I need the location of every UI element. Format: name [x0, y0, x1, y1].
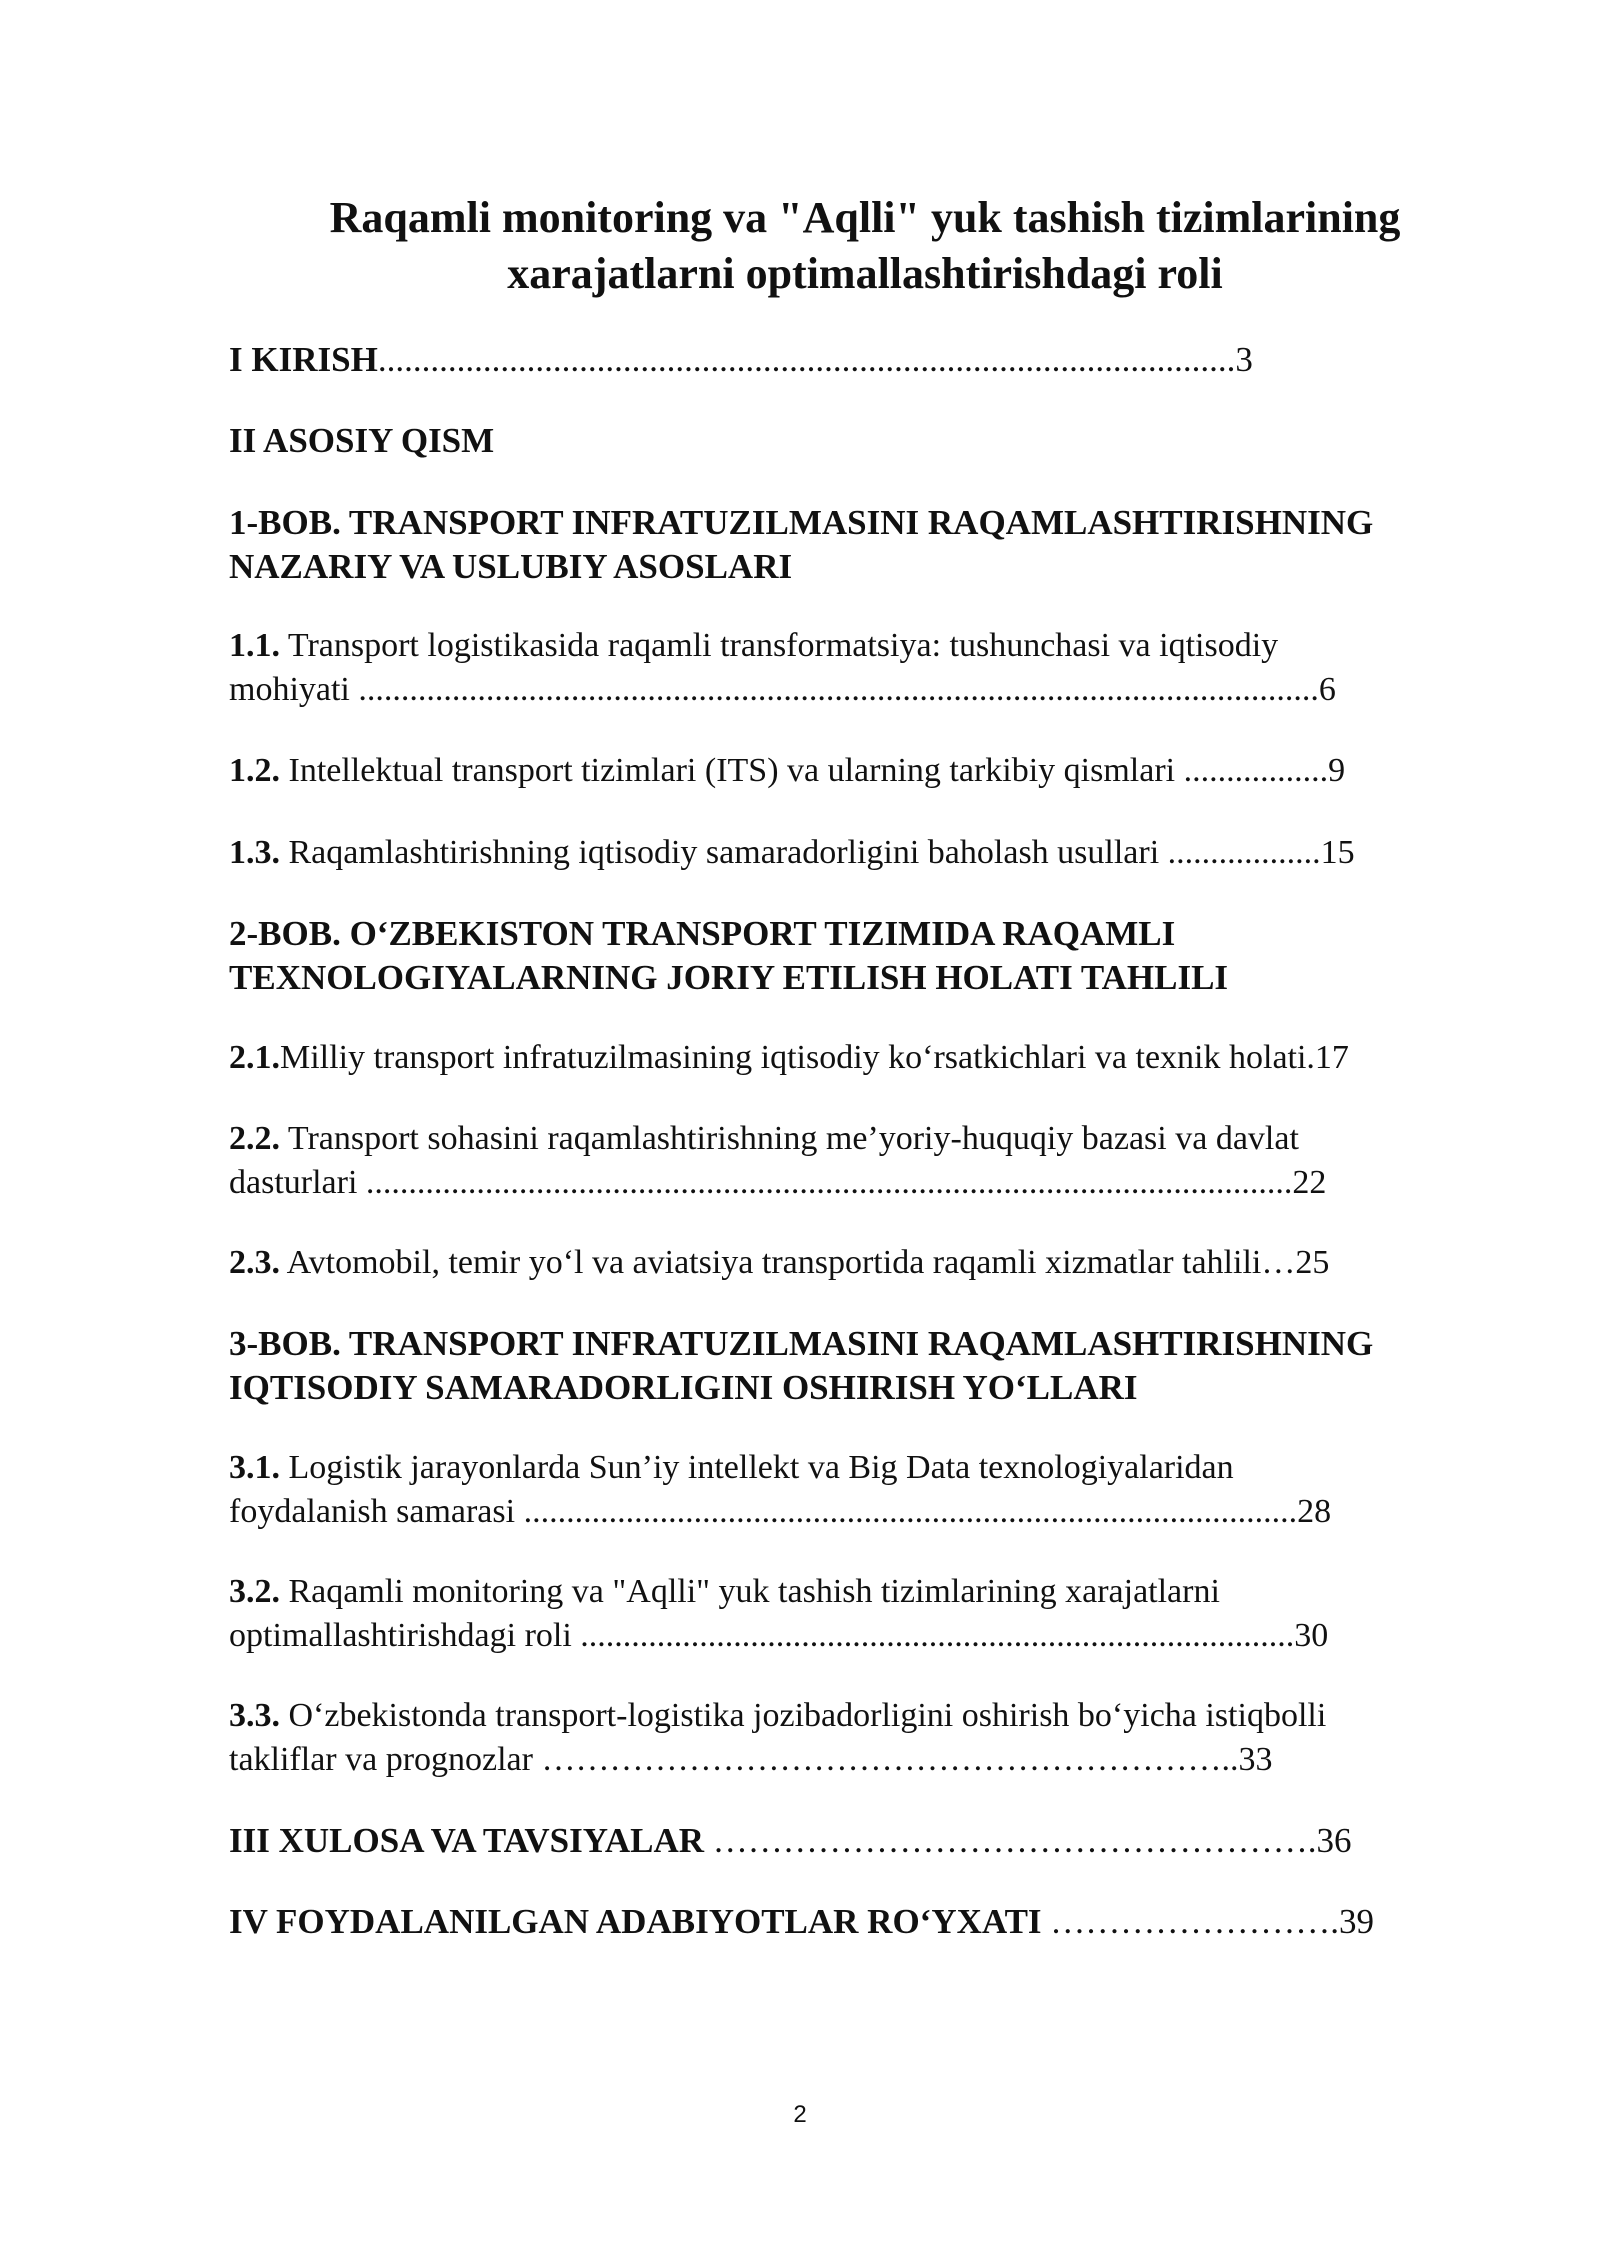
toc-2-1-number: 2.1.: [229, 1039, 280, 1076]
toc-entry-1-3[interactable]: [229, 831, 1481, 875]
toc-references-leader: …………………….39: [1041, 1902, 1375, 1941]
toc-entry-1-1[interactable]: [229, 624, 1481, 712]
toc-conclusion-label: III XULOSA VA TAVSIYALAR: [229, 1821, 704, 1860]
toc-entry-conclusion[interactable]: [229, 1819, 1481, 1863]
toc-2-2-title-cont: dasturlari .............................................................................................................22: [229, 1164, 1327, 1201]
toc-entry-intro[interactable]: [229, 338, 1481, 382]
toc-entry-chapter-3[interactable]: [229, 1322, 1481, 1410]
toc-conclusion-leader: …………………………………………….36: [704, 1821, 1352, 1860]
toc-chapter-2-line-1: 2-BOB. O‘ZBEKISTON TRANSPORT TIZIMIDA RAQAMLI: [229, 914, 1176, 953]
toc-3-1-title-cont: foydalanish samarasi ...........................................................................................28: [229, 1493, 1332, 1530]
toc-entry-2-3[interactable]: [229, 1241, 1481, 1285]
toc-intro-leader: ..................................................................................................3: [377, 340, 1253, 379]
toc-chapter-1-line-1: 1-BOB. TRANSPORT INFRATUZILMASINI RAQAMLASHTIRISHNING: [229, 503, 1374, 542]
toc-entry-2-2[interactable]: [229, 1117, 1481, 1205]
toc-2-3-title: Avtomobil, temir yo‘l va aviatsiya transportida raqamli xizmatlar tahlili…25: [280, 1244, 1330, 1281]
toc-entry-3-2[interactable]: [229, 1570, 1481, 1658]
toc-entry-chapter-2[interactable]: [229, 912, 1481, 1000]
toc-3-1-number: 3.1.: [229, 1449, 280, 1486]
toc-entry-3-3[interactable]: [229, 1694, 1481, 1782]
toc-3-3-title-cont: takliflar va prognozlar ……………………………………………………..33: [229, 1741, 1273, 1778]
toc-entry-2-1[interactable]: [229, 1036, 1481, 1080]
toc-references-label: IV FOYDALANILGAN ADABIYOTLAR RO‘YXATI: [229, 1902, 1042, 1941]
page-number: 2: [793, 2101, 807, 2128]
toc-chapter-3-line-2: IQTISODIY SAMARADORLIGINI OSHIRISH YO‘LLARI: [229, 1368, 1138, 1407]
toc-3-3-title: O‘zbekistonda transport-logistika jozibadorligini oshirish bo‘yicha istiqbolli: [280, 1697, 1327, 1734]
document-title-line-1: Raqamli monitoring va "Aqlli" yuk tashish tizimlarining: [329, 193, 1401, 242]
toc-entry-chapter-1[interactable]: [229, 501, 1481, 589]
toc-3-2-title-cont: optimallashtirishdagi roli ....................................................................................30: [229, 1617, 1329, 1654]
toc-2-2-number: 2.2.: [229, 1120, 280, 1157]
toc-1-3-number: 1.3.: [229, 834, 280, 871]
toc-1-3-title: Raqamlashtirishning iqtisodiy samaradorligini baholash usullari ..................15: [280, 834, 1355, 871]
toc-chapter-2-line-2: TEXNOLOGIYALARNING JORIY ETILISH HOLATI TAHLILI: [229, 958, 1229, 997]
toc-entry-1-2[interactable]: [229, 749, 1481, 793]
toc-entry-references[interactable]: [229, 1900, 1481, 1944]
document-title: [230, 190, 1500, 302]
toc-entry-3-1[interactable]: [229, 1446, 1481, 1534]
toc-3-1-title: Logistik jarayonlarda Sun’iy intellekt va Big Data texnologiyalaridan: [280, 1449, 1234, 1486]
toc-main-part-label: II ASOSIY QISM: [229, 421, 495, 460]
toc-chapter-3-line-1: 3-BOB. TRANSPORT INFRATUZILMASINI RAQAMLASHTIRISHNING: [229, 1324, 1374, 1363]
toc-3-2-number: 3.2.: [229, 1573, 280, 1610]
toc-chapter-1-line-2: NAZARIY VA USLUBIY ASOSLARI: [229, 547, 793, 586]
toc-1-2-number: 1.2.: [229, 752, 280, 789]
toc-2-1-title: Milliy transport infratuzilmasining iqtisodiy ko‘rsatkichlari va texnik holati.17: [280, 1039, 1349, 1076]
toc-3-2-title: Raqamli monitoring va "Aqlli" yuk tashish tizimlarining xarajatlarni: [280, 1573, 1220, 1610]
document-title-line-2: xarajatlarni optimallashtirishdagi roli: [507, 249, 1223, 298]
toc-1-2-title: Intellektual transport tizimlari (ITS) va ularning tarkibiy qismlari .................9: [280, 752, 1346, 789]
toc-2-3-number: 2.3.: [229, 1244, 280, 1281]
toc-intro-label: I KIRISH: [229, 340, 378, 379]
toc-1-1-number: 1.1.: [229, 627, 280, 664]
toc-entry-main-part[interactable]: [229, 419, 1481, 463]
toc-1-1-title-cont: mohiyati .................................................................................................................6: [229, 671, 1336, 708]
toc-2-2-title: Transport sohasini raqamlashtirishning me’yoriy-huquqiy bazasi va davlat: [280, 1120, 1299, 1157]
toc-1-1-title: Transport logistikasida raqamli transformatsiya: tushunchasi va iqtisodiy: [280, 627, 1279, 664]
toc-3-3-number: 3.3.: [229, 1697, 280, 1734]
